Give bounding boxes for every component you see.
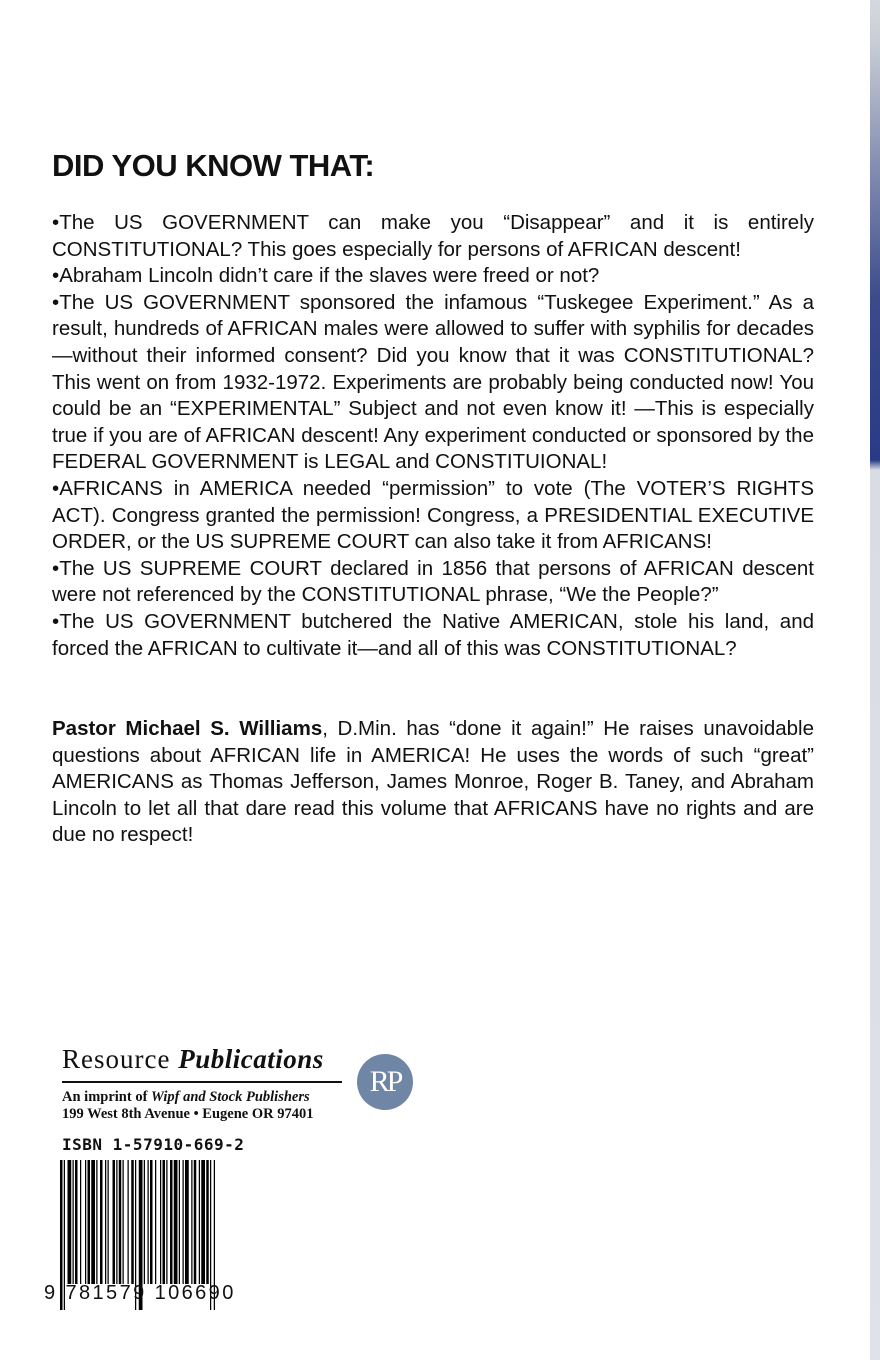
isbn-label: ISBN 1-57910-669-2 — [62, 1135, 245, 1154]
author-blurb — [52, 716, 814, 849]
author-name: Pastor Michael S. Williams — [52, 717, 323, 740]
fact-list — [52, 210, 814, 662]
blurb-text: , D.Min. has “done it again!” He raises unavoidable questions about AFRICAN life in AMERICA! He uses the words of such “great” AMERICANS as Thomas Jefferson, James Monroe, Roger B. Taney, and Abraham Lincoln to let all that dare read this volume that AFRICANS have no rights and are due no respect! — [52, 717, 814, 847]
spine-edge — [870, 0, 880, 1360]
publisher-address: 199 West 8th Avenue • Eugene OR 97401 — [62, 1106, 314, 1122]
list-item: • The US GOVERNMENT butchered the Native AMERICAN, stole his land, and forced the AFRICAN to cultivate it—and all of this was CONSTITUTIONAL? — [52, 609, 814, 662]
barcode-number: 9 781579 106690 — [44, 1282, 236, 1304]
list-item: • The US GOVERNMENT can make you “Disappear” and it is entirely CONSTITUTIONAL? This goes especially for persons of AFRICAN descent! — [52, 210, 814, 263]
divider — [62, 1081, 342, 1083]
imprint-line: An imprint of Wipf and Stock Publishers — [62, 1089, 310, 1105]
heading: DID YOU KNOW THAT: — [52, 148, 375, 183]
list-item: • Abraham Lincoln didn’t care if the slaves were freed or not? — [52, 263, 814, 290]
rp-logo-icon: RP — [357, 1054, 413, 1110]
list-item: • AFRICANS in AMERICA needed “permission” to vote (The VOTER’S RIGHTS ACT). Congress granted the permission! Congress, a PRESIDENTIAL EXECUTIVE ORDER, or the US SUPREME COURT can also take it from AFRICANS! — [52, 476, 814, 556]
list-item: • The US SUPREME COURT declared in 1856 that persons of AFRICAN descent were not referenced by the CONSTITUTIONAL phrase, “We the People?” — [52, 556, 814, 609]
list-item: • The US GOVERNMENT sponsored the infamous “Tuskegee Experiment.” As a result, hundreds of AFRICAN males were allowed to suffer with syphilis for decades—without their informed consent? Did you know that it was CONSTITUTIONAL? This went on from 1932-1972. Experiments are probably being conducted now! You could be an “EXPERIMENTAL” Subject and not even know it! —This is especially true if you are of AFRICAN descent! Any experiment conducted or sponsored by the FEDERAL GOVERNMENT is LEGAL and CONSTITUIONAL! — [52, 290, 814, 476]
publisher-name: Resource Publications — [62, 1044, 324, 1074]
